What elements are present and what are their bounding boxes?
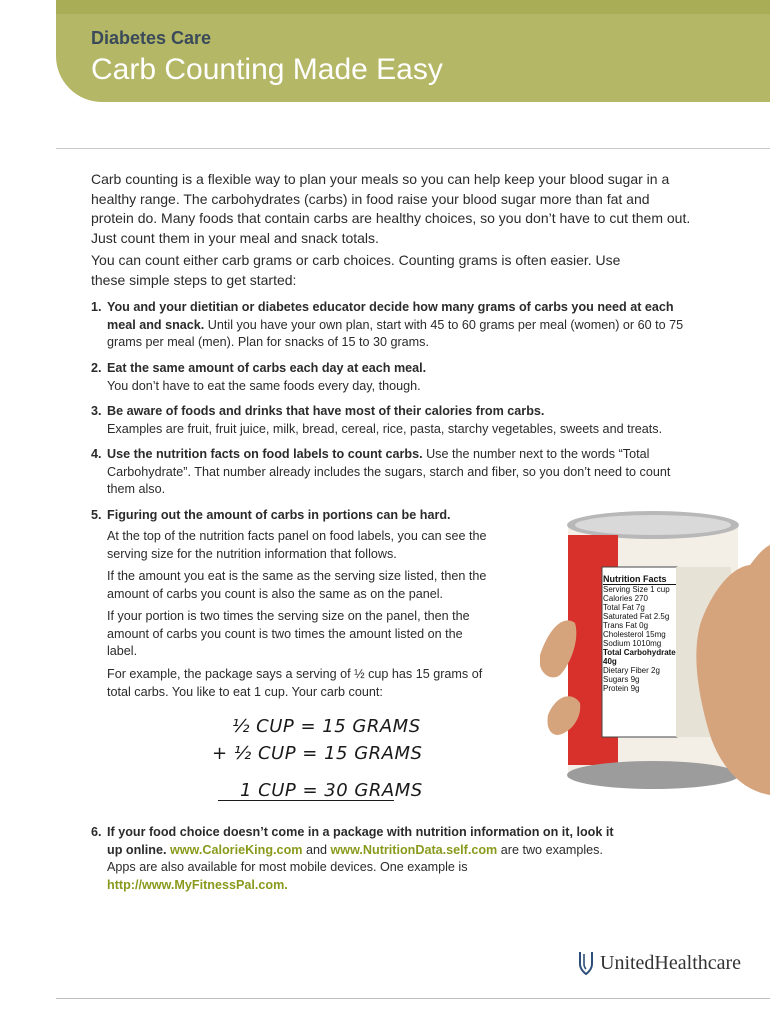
math-line-2: + ½ CUP = 15 GRAMS — [212, 743, 423, 764]
step-text: You don’t have to eat the same foods every day, though. — [107, 378, 421, 393]
header-banner — [56, 14, 770, 102]
intro-paragraph-1: Carb counting is a flexible way to plan your meals so you can help keep your blood sugar in a healthy range. The carbohydrates (carbs) in food raise your blood sugar more than fat and protein do. Many foods that contain carbs are healthy choices, so you don’t have to cut them out. Just count them in your meal and snack totals. — [91, 171, 691, 246]
step-text: Examples are fruit, fruit juice, milk, bread, cereal, rice, pasta, starchy vegetables, sweets and treats. — [107, 421, 663, 436]
step-number: 3. — [91, 404, 102, 418]
step-heading: Use the nutrition facts on food labels to count carbs. — [107, 447, 423, 461]
step-heading: Eat the same amount of carbs each day at each meal. — [107, 361, 427, 375]
label-row: Cholesterol 15mg — [603, 630, 666, 639]
step-text: Until you have your own plan, start with 45 to 60 grams per meal (women) or 60 to 75 grams per meal (men). Plan for snacks of 15 to 30 grams. — [107, 317, 684, 349]
step-heading: You and your dietitian or diabetes educator decide how many grams of carbs you need at each meal and snack. — [107, 300, 674, 332]
top-divider — [56, 148, 770, 149]
header-kicker: Diabetes Care — [91, 28, 212, 48]
page-title: Carb Counting Made Easy — [91, 53, 443, 86]
header-top-stripe — [56, 0, 770, 14]
step-number: 1. — [91, 300, 102, 314]
label-row: Dietary Fiber 2g — [603, 666, 660, 675]
step-5-para-4: For example, the package says a serving of ½ cup has 15 grams of total carbs. You like to eat 1 cup. Your carb count: — [107, 667, 483, 699]
unitedhealthcare-logo — [578, 950, 741, 976]
bottom-divider — [56, 998, 770, 999]
step-heading: Be aware of foods and drinks that have most of their calories from carbs. — [107, 404, 545, 418]
calorieking-link[interactable]: www.CalorieKing.com — [169, 842, 303, 857]
nutritiondata-link[interactable]: www.NutritionData.self.com — [330, 842, 498, 857]
shield-logo-icon — [578, 950, 594, 976]
step-text: Use the number next to the words “Total Carbohydrate”. That number already includes the sugars, starch and fiber, so you don’t need to count them also. — [107, 447, 671, 496]
myfitnesspal-link[interactable]: http://www.MyFitnessPal.com. — [107, 877, 288, 892]
step-heading: If your food choice doesn’t come in a package with nutrition information on it, look it up online. — [107, 825, 614, 857]
step-5-para-3: If your portion is two times the serving size on the panel, then the amount of carbs you count is two times the amount listed on the label. — [107, 609, 470, 658]
label-serving: Serving Size 1 cup — [603, 585, 670, 594]
label-row: Protein 9g — [603, 684, 640, 693]
step-5-para-1: At the top of the nutrition facts panel on food labels, you can see the serving size for the nutrition information that follows. — [107, 529, 487, 561]
step-number: 4. — [91, 447, 102, 461]
math-total: 1 CUP = 30 GRAMS — [240, 780, 423, 801]
soup-can-illustration — [540, 505, 770, 795]
label-row: Total Carbohydrate 40g — [603, 648, 676, 666]
label-row: Saturated Fat 2.5g — [603, 612, 670, 621]
step-text: are two examples. Apps are also available for most mobile devices. One example is — [107, 842, 603, 874]
label-row: Sugars 9g — [603, 675, 640, 684]
step-5-para-2: If the amount you eat is the same as the serving size listed, then the amount of carbs you count is also the same as on the panel. — [107, 569, 487, 601]
step-number: 2. — [91, 361, 102, 375]
logo-wordmark: UnitedHealthcare — [600, 951, 742, 974]
step-text-and: and — [305, 842, 327, 857]
label-title: Nutrition Facts — [603, 575, 676, 585]
label-row: Calories 270 — [603, 594, 648, 603]
label-row: Trans Fat 0g — [603, 621, 649, 630]
step-heading: Figuring out the amount of carbs in portions can be hard. — [107, 508, 451, 522]
label-row: Total Fat 7g — [603, 603, 645, 612]
intro-paragraph-2: You can count either carb grams or carb choices. Counting grams is often easier. Use these simple steps to get started: — [91, 252, 621, 288]
label-row: Sodium 1010mg — [603, 639, 662, 648]
step-number: 6. — [91, 825, 102, 839]
step-number: 5. — [91, 508, 102, 522]
math-line-1: ½ CUP = 15 GRAMS — [232, 716, 421, 737]
